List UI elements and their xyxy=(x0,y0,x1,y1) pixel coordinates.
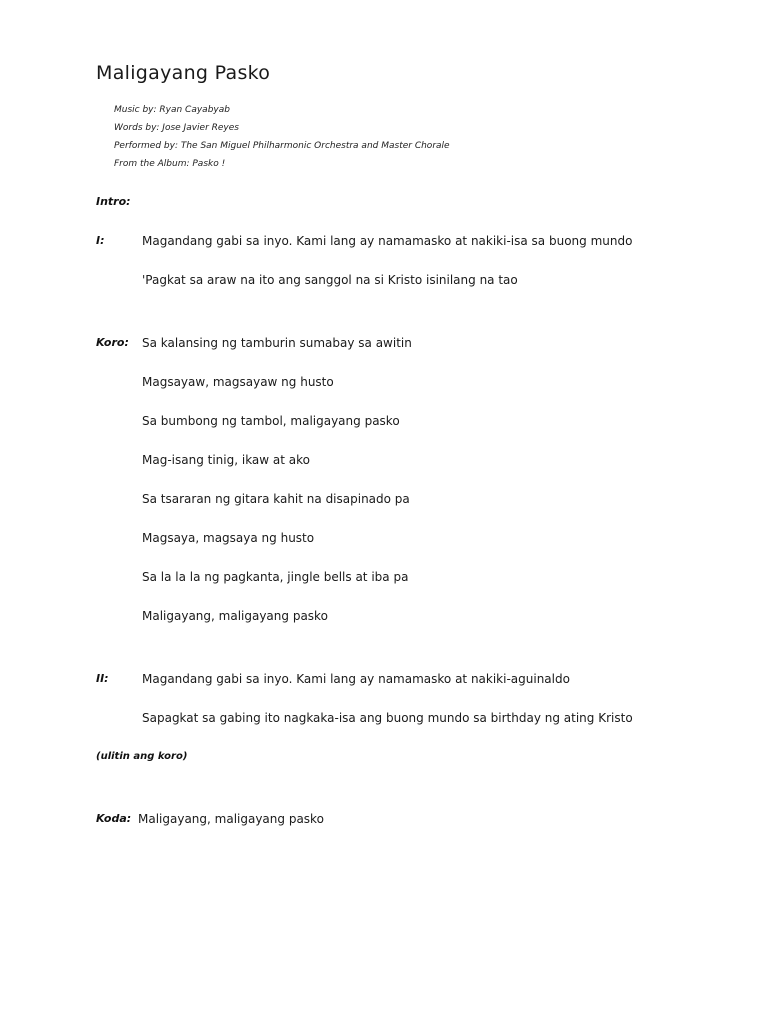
credit-music: Music by: Ryan Cayabyab xyxy=(114,105,230,115)
koro-line: Magsayaw, magsayaw ng husto xyxy=(142,375,334,389)
koro-line: Sa tsararan ng gitara kahit na disapinado pa xyxy=(142,492,410,506)
verse1-line: 'Pagkat sa araw na ito ang sanggol na si Kristo isinilang na tao xyxy=(142,273,518,287)
koda-line: Maligayang, maligayang pasko xyxy=(138,812,324,826)
koro-line: Sa bumbong ng tambol, maligayang pasko xyxy=(142,414,400,428)
koda-label: Koda: xyxy=(96,812,132,825)
verse1-line: Magandang gabi sa inyo. Kami lang ay namamasko at nakiki-isa sa buong mundo xyxy=(142,234,633,248)
verse1-label: I: xyxy=(96,234,105,247)
credit-album: From the Album: Pasko ! xyxy=(114,159,226,169)
koro-line: Magsaya, magsaya ng husto xyxy=(142,531,315,545)
verse2-label: II: xyxy=(96,672,109,685)
credit-performed: Performed by: The San Miguel Philharmonic Orchestra and Master Chorale xyxy=(114,141,450,151)
verse2-line: Magandang gabi sa inyo. Kami lang ay namamasko at nakiki-aguinaldo xyxy=(142,672,570,686)
repeat-chorus-note: (ulitin ang koro) xyxy=(96,751,188,762)
koro-line: Maligayang, maligayang pasko xyxy=(142,609,328,623)
koro-label: Koro: xyxy=(96,336,129,349)
credit-words: Words by: Jose Javier Reyes xyxy=(114,123,239,133)
intro-label: Intro: xyxy=(96,195,131,208)
verse2-line: Sapagkat sa gabing ito nagkaka-isa ang buong mundo sa birthday ng ating Kristo xyxy=(142,711,633,725)
koro-line: Mag-isang tinig, ikaw at ako xyxy=(142,453,310,467)
song-title: Maligayang Pasko xyxy=(96,62,271,84)
koro-line: Sa la la la ng pagkanta, jingle bells at iba pa xyxy=(142,570,409,584)
koro-line: Sa kalansing ng tamburin sumabay sa awitin xyxy=(142,336,412,350)
